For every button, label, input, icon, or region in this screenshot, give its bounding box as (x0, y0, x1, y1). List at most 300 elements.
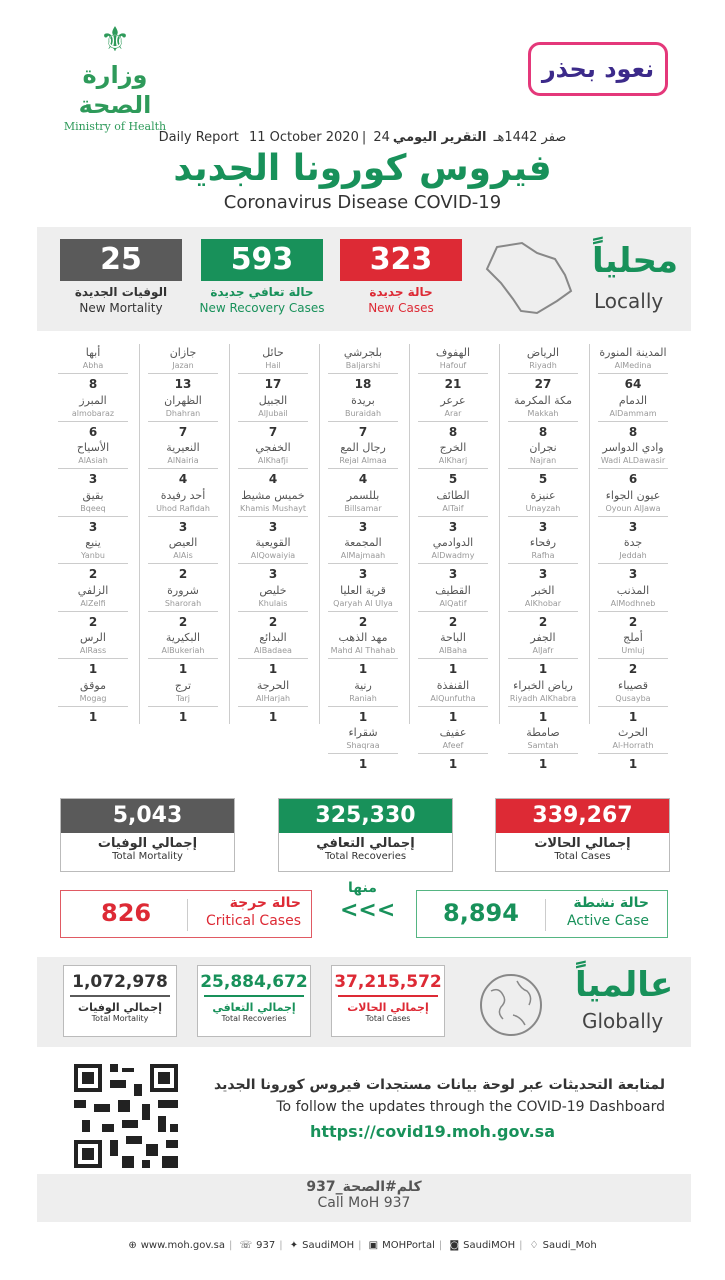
city-case-count: 7 (268, 424, 278, 439)
city-divider (238, 706, 308, 707)
city-name-en: AlRass (79, 646, 107, 655)
footer-website[interactable]: www.moh.gov.sa (140, 1240, 226, 1251)
footer-instagram[interactable]: SaudiMOH (463, 1240, 516, 1251)
city-divider (598, 753, 668, 754)
city-case-count: 7 (358, 424, 368, 439)
city-case-count: 2 (628, 614, 638, 629)
city-case-count: 2 (448, 614, 458, 629)
local-stats-band (37, 227, 691, 331)
critical-cases-card (60, 890, 312, 938)
city-name-ar: الخرج (439, 441, 467, 454)
city-divider (328, 468, 398, 469)
local-title-en: Locally (594, 289, 664, 313)
global-mortality-card (63, 965, 177, 1037)
city-name-ar: مكة المكرمة (513, 393, 573, 407)
city-divider (148, 468, 218, 469)
city-name-ar: وادي الدواسر (602, 441, 664, 454)
total-recoveries-card (278, 798, 453, 872)
grid-divider (229, 344, 230, 724)
footer-twitter[interactable]: SaudiMOH (302, 1240, 355, 1251)
city-divider (598, 373, 668, 374)
active-cases-label-ar: حالة نشطة (573, 895, 649, 911)
global-cases-label-en: Total Cases (365, 1014, 411, 1023)
city-case-count: 3 (358, 519, 368, 534)
city-case-count: 8 (538, 424, 548, 439)
city-divider (418, 421, 488, 422)
city-cell (588, 584, 678, 631)
call-text-ar: كلم#الصحة_937 (306, 1179, 422, 1195)
global-title-ar: عالمياً (575, 965, 674, 1005)
city-divider (508, 373, 578, 374)
city-name-ar: الدمام (618, 393, 648, 407)
new-mortality-value: 25 (60, 239, 182, 281)
report-date-gregorian: 11 October 2020 (248, 130, 359, 145)
city-case-count: 8 (88, 377, 98, 391)
city-name-en: Umluj (621, 646, 645, 655)
city-divider (58, 516, 128, 517)
city-cell (48, 394, 138, 441)
city-name-ar: أحد رفيدة (160, 488, 206, 502)
city-case-count: 18 (354, 377, 372, 391)
global-stats-band (37, 957, 691, 1047)
city-cell (138, 346, 228, 393)
city-cell (588, 631, 678, 678)
city-divider (508, 706, 578, 707)
city-divider (238, 421, 308, 422)
snapchat-icon: ♢ (529, 1240, 539, 1251)
city-divider (328, 753, 398, 754)
city-name-ar: رجال المع (340, 441, 386, 454)
city-name-en: Riyadh AlKhabra (509, 693, 577, 703)
grid-divider (409, 344, 410, 724)
city-name-ar: البدائع (259, 631, 287, 644)
global-recoveries-value: 25,884,672 (200, 972, 308, 992)
city-name-ar: خليص (259, 583, 287, 597)
city-name-en: AlMedina (614, 361, 652, 370)
city-name-en: almobaraz (71, 408, 115, 418)
city-name-en: Rejal Almaa (339, 456, 387, 465)
city-name-ar: قصيباء (618, 678, 648, 692)
city-cell (318, 584, 408, 631)
city-cell (498, 679, 588, 726)
city-divider (508, 611, 578, 612)
city-name-ar: الخبر (531, 583, 555, 597)
city-divider (238, 373, 308, 374)
city-case-count: 1 (358, 662, 368, 676)
city-case-count: 3 (628, 519, 638, 534)
moh-logo (50, 20, 180, 133)
city-case-count: 21 (444, 377, 462, 391)
city-divider (508, 658, 578, 659)
city-cell (408, 394, 498, 441)
city-divider (418, 611, 488, 612)
city-divider (148, 658, 218, 659)
city-divider (58, 563, 128, 564)
city-divider (598, 516, 668, 517)
city-cell (228, 536, 318, 583)
city-name-ar: الأسياح (76, 441, 110, 454)
card-divider (187, 899, 188, 931)
city-name-en: Bqeeq (80, 503, 106, 513)
city-name-ar: حائل (262, 346, 284, 359)
city-name-en: AlJubail (258, 408, 288, 418)
globe-small-icon: ⊕ (128, 1240, 137, 1251)
city-name-ar: عرعر (440, 393, 466, 407)
city-case-count: 8 (628, 424, 638, 439)
city-name-en: AlTaif (442, 503, 464, 513)
city-case-count: 1 (358, 709, 368, 724)
city-name-ar: الخفجي (255, 441, 291, 454)
city-cell (588, 536, 678, 583)
grid-divider (139, 344, 140, 724)
city-divider (238, 658, 308, 659)
instagram-icon: ◙ (449, 1240, 460, 1251)
city-divider (238, 516, 308, 517)
city-name-ar: بقيق (82, 488, 104, 502)
city-case-count: 1 (178, 662, 188, 676)
city-cell (48, 631, 138, 678)
city-name-en: Makkah (527, 408, 559, 418)
city-name-en: Arar (444, 408, 462, 418)
call-text-en: Call MoH 937 (317, 1195, 411, 1211)
city-case-count: 4 (178, 472, 188, 486)
city-case-count: 4 (268, 472, 278, 486)
city-name-en: Mahd Al Thahab (330, 646, 396, 655)
city-name-ar: أبها (85, 346, 101, 359)
city-case-count: 2 (628, 662, 638, 676)
city-name-ar: عفيف (439, 726, 467, 739)
city-cell (498, 631, 588, 678)
city-divider (418, 753, 488, 754)
city-name-ar: الظهران (164, 393, 202, 407)
city-name-en: Riyadh (529, 361, 557, 370)
city-name-en: Oyoun AlJawa (605, 503, 661, 513)
city-name-ar: المجمعة (344, 536, 382, 549)
city-case-count: 1 (628, 757, 638, 771)
city-cell (318, 346, 408, 393)
city-cell (498, 536, 588, 583)
call-band (37, 1174, 691, 1222)
city-divider (328, 611, 398, 612)
footer-phone[interactable]: 937 (256, 1240, 276, 1251)
city-name-en: Hail (265, 361, 281, 370)
card-rule (338, 995, 438, 997)
city-name-en: Al-Horrath (612, 741, 654, 750)
city-case-count: 3 (88, 472, 98, 486)
city-name-en: Abha (82, 361, 104, 370)
city-divider (328, 563, 398, 564)
city-divider (328, 516, 398, 517)
city-name-en: Baljarshi (345, 361, 381, 370)
city-cell (498, 489, 588, 536)
critical-cases-label-ar: حالة حرجة (229, 895, 301, 911)
city-name-ar: القويعية (255, 536, 291, 549)
city-cell (138, 679, 228, 726)
city-cell (318, 631, 408, 678)
dashboard-link[interactable]: https://covid19.moh.gov.sa (309, 1122, 555, 1141)
city-name-en: AlAis (173, 551, 193, 560)
city-case-count: 6 (628, 472, 638, 486)
city-divider (418, 706, 488, 707)
city-case-count: 7 (178, 424, 188, 439)
city-case-count: 3 (448, 519, 458, 534)
new-cases-label-ar: حالة جديدة (369, 285, 433, 299)
city-divider (418, 658, 488, 659)
city-name-en: AlHarjah (255, 693, 291, 703)
new-recoveries-label-en: New Recovery Cases (199, 301, 325, 315)
city-cell (498, 346, 588, 393)
card-divider (545, 899, 546, 931)
city-cell (408, 584, 498, 631)
city-name-ar: الطائف (436, 488, 470, 502)
city-divider (598, 706, 668, 707)
city-name-ar: صامطة (526, 726, 560, 739)
city-cell (408, 726, 498, 773)
city-divider (508, 421, 578, 422)
of-which-label: منها (348, 880, 377, 896)
city-case-count: 2 (88, 567, 98, 581)
total-cases-card (495, 798, 670, 872)
global-mortality-label-ar: إجمالي الوفيات (78, 1001, 162, 1014)
city-case-count: 2 (358, 614, 368, 629)
city-case-count: 2 (538, 614, 548, 629)
city-cell (318, 536, 408, 583)
city-case-count: 1 (178, 709, 188, 724)
city-name-ar: القنفذة (436, 678, 470, 692)
card-rule (204, 995, 304, 997)
city-name-en: AlJafr (532, 646, 554, 655)
city-cell (228, 679, 318, 726)
global-cases-value: 37,215,572 (334, 972, 442, 992)
city-case-count: 64 (624, 377, 642, 391)
city-name-ar: الهفوف (435, 346, 471, 359)
report-date-hijri: 24صفر 1442هـ (373, 130, 567, 145)
arrows-icon: <<< (340, 898, 396, 923)
report-date-line: Daily Report 11 October 2020 | 24صفر 1442هـ التقرير اليومي (158, 130, 567, 145)
city-cell (318, 726, 408, 773)
global-cases-label-ar: إجمالي الحالات (347, 1001, 429, 1014)
city-divider (598, 611, 668, 612)
city-cell (498, 584, 588, 631)
city-divider (58, 373, 128, 374)
city-name-ar: مهد الذهب (338, 631, 388, 644)
city-name-en: Qaryah Al Ulya (333, 598, 393, 608)
city-name-ar: الجفر (530, 631, 556, 644)
city-cell (588, 489, 678, 536)
total-recoveries-label-ar: إجمالي التعافي (316, 836, 415, 851)
city-name-ar: عنيزة (530, 488, 556, 502)
city-cell (498, 441, 588, 488)
city-name-en: AlQowaiyia (250, 551, 296, 560)
city-name-en: AlBukeriah (161, 646, 205, 655)
city-cell (138, 394, 228, 441)
city-name-ar: عيون الجواء (605, 488, 661, 502)
footer-snapchat[interactable]: Saudi_Moh (542, 1240, 597, 1251)
city-case-count: 1 (538, 757, 548, 771)
city-cell (228, 631, 318, 678)
city-cell (138, 441, 228, 488)
dashboard-text-en: To follow the updates through the COVID-19 Dashboard (276, 1099, 665, 1115)
twitter-icon: ✦ (289, 1240, 299, 1251)
city-case-count: 1 (268, 709, 278, 724)
city-name-ar: الزلفي (77, 583, 109, 597)
city-case-count: 1 (88, 662, 98, 676)
critical-cases-label-en: Critical Cases (206, 913, 301, 929)
city-cell (588, 394, 678, 441)
city-name-ar: ينبع (85, 536, 101, 549)
city-name-ar: المذنب (616, 583, 650, 597)
city-name-ar: شقراء (348, 726, 378, 739)
city-divider (598, 563, 668, 564)
city-name-en: Wadi ALDawasir (600, 456, 666, 465)
city-divider (508, 516, 578, 517)
city-cell (48, 584, 138, 631)
city-divider (148, 611, 218, 612)
city-name-en: AlAsiah (78, 456, 108, 465)
city-divider (598, 658, 668, 659)
city-divider (148, 563, 218, 564)
city-cell (408, 679, 498, 726)
new-recoveries-value: 593 (201, 239, 323, 281)
city-cell (228, 489, 318, 536)
city-name-en: Billsamar (344, 503, 382, 513)
new-cases-value: 323 (340, 239, 462, 281)
city-divider (58, 611, 128, 612)
city-cell (408, 346, 498, 393)
city-cell (318, 489, 408, 536)
city-name-en: Tarj (176, 693, 190, 703)
city-divider (148, 706, 218, 707)
active-cases-label-en: Active Case (566, 913, 649, 929)
grid-divider (499, 344, 500, 724)
city-divider (418, 563, 488, 564)
city-name-en: Uhod Rafidah (156, 503, 210, 513)
city-name-en: AlDammam (609, 408, 657, 418)
city-divider (148, 516, 218, 517)
city-name-en: Samtah (527, 741, 559, 750)
global-recoveries-label-ar: إجمالي التعافي (212, 1001, 296, 1014)
city-name-en: AlModhneb (610, 598, 656, 608)
city-case-count: 1 (628, 709, 638, 724)
city-name-en: Buraidah (344, 408, 382, 418)
city-name-ar: العيص (168, 536, 198, 549)
global-cases-card (331, 965, 445, 1037)
city-name-ar: الباحة (440, 631, 466, 644)
city-name-en: AlMajmaah (340, 551, 386, 560)
city-name-en: AlNairia (167, 456, 199, 465)
global-mortality-value: 1,072,978 (72, 972, 168, 992)
city-name-en: AlZelfi (80, 598, 106, 608)
city-name-en: Khamis Mushayt (240, 503, 306, 513)
ministry-name-ar: وزارة الصحة (78, 61, 152, 119)
city-name-en: Mogag (79, 693, 107, 703)
city-name-ar: رياض الخبراء (513, 678, 573, 692)
new-mortality-label-en: New Mortality (79, 301, 163, 315)
phone-icon: ☏ (239, 1240, 253, 1251)
city-case-count: 1 (358, 757, 368, 771)
city-case-count: 8 (448, 424, 458, 439)
city-name-en: AlKhobar (524, 598, 562, 608)
total-recoveries-label-en: Total Recoveries (324, 851, 407, 862)
city-cell (138, 584, 228, 631)
city-name-en: Qusayba (615, 693, 651, 703)
footer-links: ⊕ www.moh.gov.sa | ☏ 937 | ✦ SaudiMOH | ▣ MOHPortal | ◙ SaudiMOH | ♢ Saudi_Moh (128, 1240, 597, 1251)
city-case-count: 3 (268, 567, 278, 581)
qr-code[interactable] (70, 1060, 182, 1172)
total-mortality-label-en: Total Mortality (112, 851, 183, 862)
city-case-count: 1 (448, 662, 458, 676)
city-cell (588, 441, 678, 488)
city-name-ar: نجران (529, 441, 557, 454)
total-recoveries-value: 325,330 (279, 799, 452, 833)
city-case-count: 1 (538, 662, 548, 676)
card-rule (70, 995, 170, 997)
grid-divider (589, 344, 590, 724)
city-cell (588, 726, 678, 773)
city-cell (588, 679, 678, 726)
city-cell (498, 394, 588, 441)
report-label-ar: التقرير اليومي (392, 130, 487, 145)
city-name-ar: جدة (623, 536, 643, 549)
city-case-count: 2 (178, 614, 188, 629)
city-case-count: 4 (358, 472, 368, 486)
globe-icon (477, 971, 545, 1039)
city-cell (408, 441, 498, 488)
city-name-ar: بللسمر (346, 488, 380, 502)
city-case-count: 2 (88, 614, 98, 629)
city-case-count: 3 (538, 519, 548, 534)
saudi-map-icon (477, 239, 577, 319)
page-title-ar: فيروس كورونا الجديد (173, 148, 552, 189)
city-case-count: 6 (88, 424, 98, 439)
city-cell (48, 489, 138, 536)
city-name-en: Yanbu (81, 551, 105, 560)
grid-divider (319, 344, 320, 724)
city-name-en: Hafouf (439, 361, 467, 370)
city-case-count: 3 (268, 519, 278, 534)
city-name-ar: ترج (174, 678, 192, 692)
city-name-en: Shaqraa (346, 741, 380, 750)
footer-portal[interactable]: MOHPortal (382, 1240, 435, 1251)
city-divider (238, 563, 308, 564)
city-case-count: 13 (174, 377, 192, 391)
city-case-count: 1 (448, 757, 458, 771)
city-divider (58, 658, 128, 659)
city-cell (318, 679, 408, 726)
city-name-ar: الرس (80, 631, 106, 644)
total-mortality-card (60, 798, 235, 872)
city-divider (238, 611, 308, 612)
city-case-count: 1 (268, 662, 278, 676)
city-name-ar: خميس مشيط (241, 488, 305, 502)
city-name-ar: رنية (354, 678, 372, 692)
city-name-en: Unayzah (525, 503, 561, 513)
new-mortality-label-ar: الوفيات الجديدة (74, 285, 168, 299)
dashboard-text-ar: لمتابعة التحديثات عبر لوحة بيانات مستجدات فيروس كورونا الجديد (214, 1077, 665, 1093)
city-cell (408, 489, 498, 536)
city-divider (508, 468, 578, 469)
city-divider (508, 563, 578, 564)
city-cell (228, 394, 318, 441)
city-cell (318, 394, 408, 441)
city-case-count: 2 (268, 614, 278, 629)
active-cases-card (416, 890, 668, 938)
city-cell (408, 536, 498, 583)
city-name-en: Sharorah (164, 598, 202, 608)
total-cases-value: 339,267 (496, 799, 669, 833)
city-divider (328, 421, 398, 422)
city-divider (58, 706, 128, 707)
